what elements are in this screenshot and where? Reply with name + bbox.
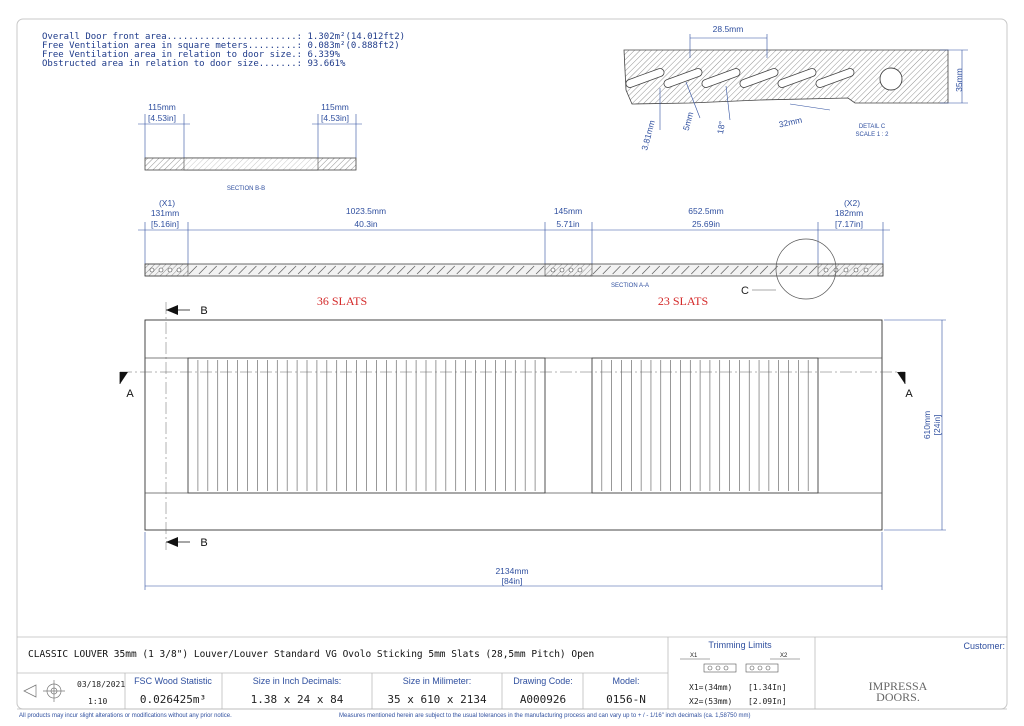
dim-mid-rail-mm: 145mm: [553, 206, 583, 216]
detail-c-gap: 3.81mm: [639, 119, 657, 152]
trimming-label: Trimming Limits: [708, 640, 772, 650]
summary-line-3: Free Ventilation area in relation to door size.: 6.339%: [42, 50, 341, 60]
drawing-description: CLASSIC LOUVER 35mm (1 3/8") Louver/Louver Standard VG Ovolo Sticking 5mm Slats (28,5mm Pitch) Open: [28, 649, 595, 660]
slats-left-label: 36 SLATS: [316, 294, 368, 308]
dim-x1-in: [5.16in]: [151, 219, 179, 229]
door-elevation: [120, 294, 946, 590]
brand-line-2: DOORS.: [876, 690, 920, 704]
section-bb-right-in: [4.53in]: [321, 113, 349, 123]
detail-c-scale: SCALE 1 : 2: [855, 132, 889, 138]
model-value: 0156-N: [606, 693, 646, 706]
dim-right-panel-mm: 652.5mm: [688, 206, 724, 216]
logo-icon: [24, 680, 65, 702]
section-bb: [138, 102, 362, 192]
door-outline: [145, 320, 882, 530]
summary-line-2: Free Ventilation area in square meters.........: 0.083m²(0.888ft2): [42, 41, 400, 51]
size-in-value: 1.38 x 24 x 84: [250, 693, 344, 706]
trim-x2-inch: [2.09In]: [748, 697, 787, 706]
size-in-label: Size in Inch Decimals:: [252, 676, 342, 686]
trim-x1-tag: X1: [690, 653, 698, 659]
width-in: [84in]: [501, 576, 523, 586]
dim-mid-rail-in: 5.71in: [556, 219, 580, 229]
footer-disclaimer-right: Measures mentioned herein are subject to the usual tolerances in the manufacturing process and can vary up to + / - 1/16" inch decimals (ca. 1,58750 mm): [339, 713, 751, 719]
detail-c: [624, 24, 968, 151]
width-mm: 2134mm: [495, 566, 529, 576]
fsc-value: 0.026425m³: [139, 693, 207, 706]
size-mm-label: Size in Milimeter:: [402, 676, 472, 686]
model-label: Model:: [612, 676, 640, 686]
summary-line-4: Obstructed area in relation to door size.......: 93.661%: [42, 59, 346, 69]
section-bb-title: SECTION B-B: [226, 186, 266, 192]
section-b-marker-bottom: B: [200, 537, 208, 549]
section-bb-left-in: [4.53in]: [148, 113, 176, 123]
dim-right-panel-in: 25.69in: [692, 219, 720, 229]
trim-x2-tag: X2: [780, 653, 788, 659]
detail-c-slat: 5mm: [680, 110, 696, 132]
size-mm-value: 35 x 610 x 2134: [387, 693, 487, 706]
summary-line-1: Overall Door front area........................: 1.302m²(14.012ft2): [42, 32, 406, 42]
section-aa-title: SECTION A-A: [610, 283, 650, 289]
height-mm: 610mm: [922, 410, 932, 440]
drawing-date: 03/18/2021: [77, 680, 126, 689]
drawing-scale: 1:10: [88, 697, 108, 706]
brand-line-1: IMPRESSA: [868, 679, 928, 693]
fsc-label: FSC Wood Statistic: [134, 676, 212, 686]
trim-x2-value: X2=(53mm): [689, 697, 733, 706]
dim-x2-in: [7.17in]: [835, 219, 863, 229]
height-in: [24in]: [932, 414, 942, 436]
trim-x1-value: X1=(34mm): [689, 683, 733, 692]
area-summary: [42, 32, 405, 69]
trim-x1-inch: [1.34In]: [748, 683, 787, 692]
section-bb-right-mm: 115mm: [321, 102, 349, 112]
section-b-marker-top: B: [200, 305, 208, 317]
dim-x1-mm: 131mm: [150, 208, 180, 218]
section-a-marker-right: A: [905, 388, 913, 400]
drawing-code-label: Drawing Code:: [513, 676, 573, 686]
dim-left-panel-in: 40.3in: [354, 219, 378, 229]
detail-c-callout-label: C: [741, 285, 749, 297]
dim-x2-mm: 182mm: [834, 208, 864, 218]
section-aa: [138, 198, 890, 299]
footer-disclaimer-left: All products may incur slight alterations or modifications without any prior notice.: [19, 713, 232, 719]
customer-label: Customer:: [963, 641, 1005, 651]
section-a-marker-left: A: [126, 388, 134, 400]
dim-x1-tag: (X1): [158, 198, 176, 208]
detail-c-thickness: 35mm: [954, 68, 964, 92]
detail-c-angle: 18°: [715, 120, 728, 135]
detail-c-pitch: 28.5mm: [712, 24, 744, 34]
dim-left-panel-mm: 1023.5mm: [345, 206, 387, 216]
section-bb-left-mm: 115mm: [148, 102, 176, 112]
slats-right-label: 23 SLATS: [657, 294, 709, 308]
dim-x2-tag: (X2): [843, 198, 861, 208]
drawing-code-value: A000926: [519, 693, 567, 706]
detail-c-width: 32mm: [777, 114, 803, 130]
detail-c-title: DETAIL C: [858, 124, 886, 130]
brand-logo: [869, 679, 928, 704]
